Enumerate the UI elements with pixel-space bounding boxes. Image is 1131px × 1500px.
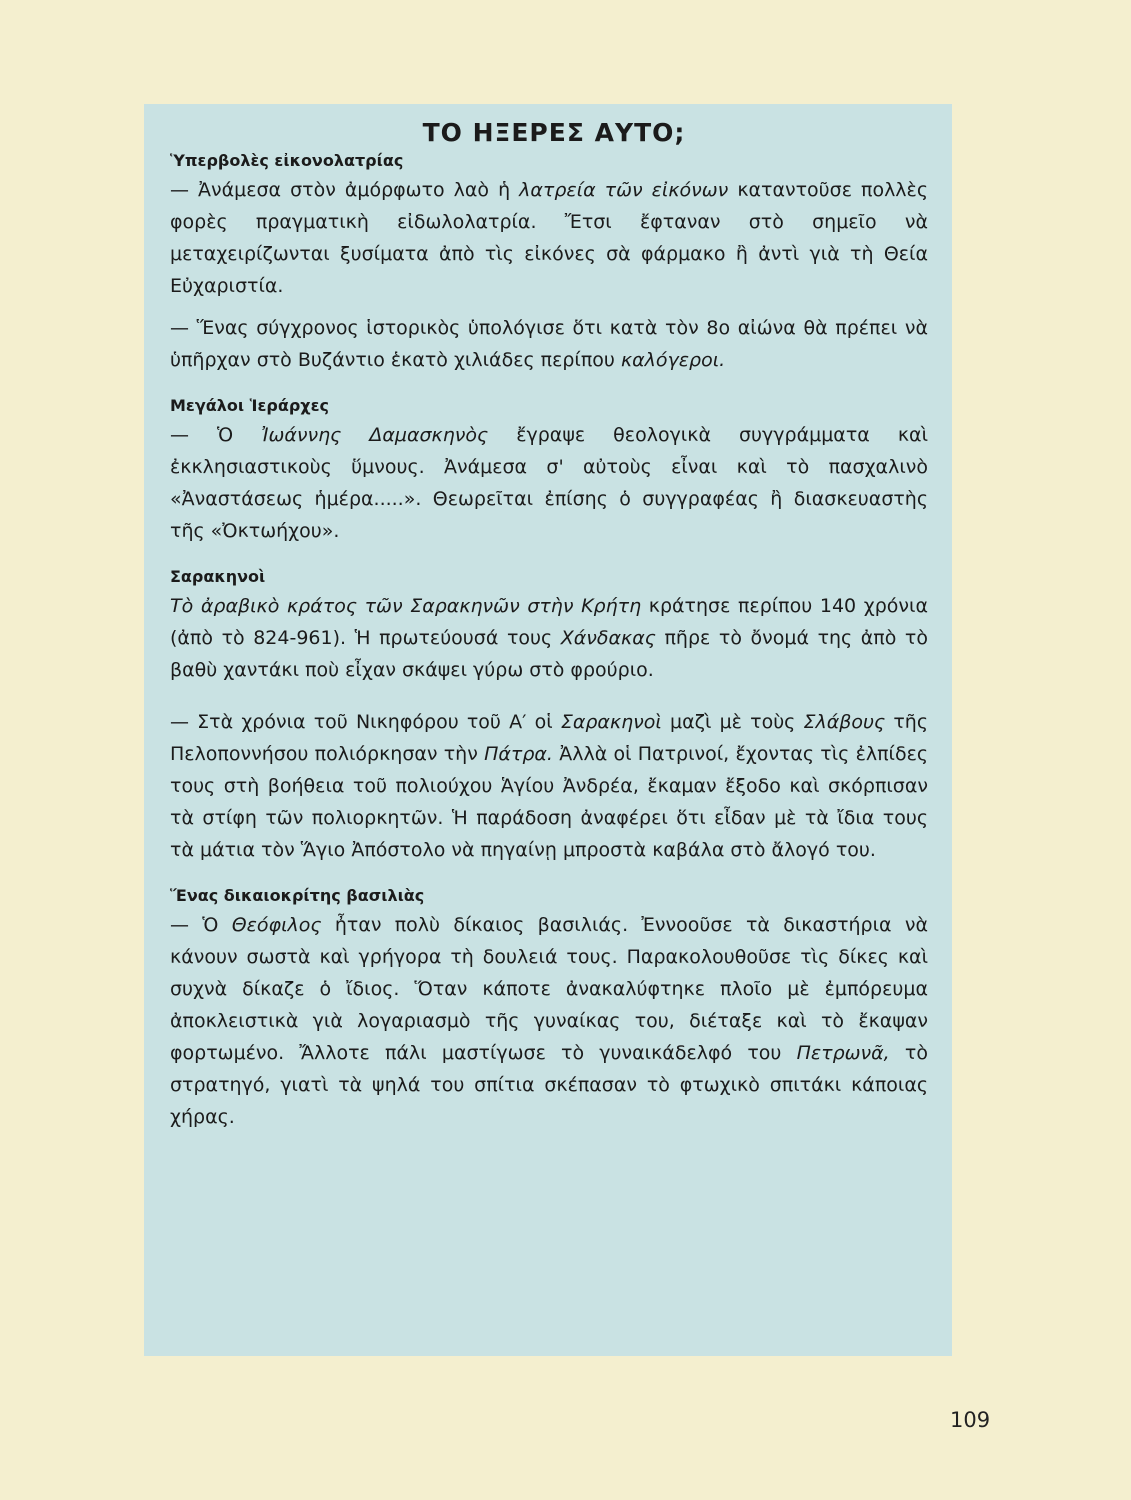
section-heading-hierarchs: Μεγάλοι Ἱεράρχες <box>170 396 329 415</box>
info-box <box>144 104 952 1356</box>
page-number: 109 <box>950 1408 991 1432</box>
box-title: ΤΟ ΗΞΕΡΕΣ ΑΥΤΟ; <box>422 118 686 147</box>
section-heading-saracens: Σαρακηνοὶ <box>170 567 266 586</box>
paragraph: — Ἀνάμεσα στὸν ἀμόρφωτο λαὸ ἡ λατρεία τῶν εἰκόνων καταντοῦσε πολλὲς φορὲς πραγματικὴ εἰδωλολατρία. Ἔτσι ἔφταναν στὸ σημεῖο νὰ μεταχειρίζωνται ξυσίματα ἀπὸ τὶς εἰκόνες σὰ φάρμακο ἢ ἀντὶ γιὰ τὴ Θεία Εὐχαριστία. <box>170 179 928 297</box>
paragraph: — Ὁ Ἰωάννης Δαμασκηνὸς ἔγραψε θεολογικὰ συγγράμματα καὶ ἐκκλησιαστικοὺς ὕμνους. Ἀνάμεσα σ' αὐτοὺς εἶναι καὶ τὸ πασχαλινὸ «Ἀναστάσεως ἡμέρα.....». Θεωρεῖται ἐπίσης ὁ συγγραφέας ἢ διασκευαστὴς τῆς «Ὀκτωήχου». <box>170 424 928 542</box>
section-heading-just-king: Ἕνας δικαιοκρίτης βασιλιὰς <box>170 886 425 905</box>
paragraph: Τὸ ἀραβικὸ κράτος τῶν Σαρακηνῶν στὴν Κρήτη κράτησε περίπου 140 χρόνια (ἀπὸ τὸ 824-961). Ἡ πρωτεύουσά τους Χάνδακας πῆρε τὸ ὄνομά της ἀπὸ τὸ βαθὺ χαντάκι ποὺ εἶχαν σκάψει γύρω στὸ φρούριο. <box>170 595 928 681</box>
paragraph: — Στὰ χρόνια τοῦ Νικηφόρου τοῦ Α′ οἱ Σαρακηνοὶ μαζὶ μὲ τοὺς Σλάβους τῆς Πελοποννήσου πολιόρκησαν τὴν Πάτρα. Ἀλλὰ οἱ Πατρινοί, ἔχοντας τὶς ἐλπίδες τους στὴ βοήθεια τοῦ πολιούχου Ἁγίου Ἀνδρέα, ἔκαμαν ἔξοδο καὶ σκόρπισαν τὰ στίφη τῶν πολιορκητῶν. Ἡ παράδοση ἀναφέρει ὅτι εἶδαν μὲ τὰ ἴδια τους τὰ μάτια τὸν Ἅγιο Ἀπόστολο νὰ πηγαίνῃ μπροστὰ καβάλα στὸ ἄλογό του. <box>170 711 928 861</box>
paragraph: — Ὁ Θεόφιλος ἦταν πολὺ δίκαιος βασιλιάς. Ἐννοοῦσε τὰ δικαστήρια νὰ κάνουν σωστὰ καὶ γρήγορα τὴ δουλειά τους. Παρακολουθοῦσε τὶς δίκες καὶ συχνὰ δίκαζε ὁ ἴδιος. Ὅταν κάποτε ἀνακαλύφτηκε πλοῖο μὲ ἐμπόρευμα ἀποκλειστικὰ γιὰ λογαριασμὸ τῆς γυναίκας του, διέταξε καὶ τὸ ἔκαψαν φορτωμένο. Ἄλλοτε πάλι μαστίγωσε τὸ γυναικάδελφό του Πετρωνᾶ, τὸ στρατηγό, γιατὶ τὰ ψηλά του σπίτια σκέπασαν τὸ φτωχικὸ σπιτάκι κάποιας χήρας. <box>170 914 928 1128</box>
section-heading-iconolatry: Ὑπερβολὲς εἰκονολατρίας <box>170 151 404 170</box>
paragraph: — Ἕνας σύγχρονος ἱστορικὸς ὑπολόγισε ὅτι κατὰ τὸν 8ο αἰώνα θὰ πρέπει νὰ ὑπῆρχαν στὸ Βυζάντιο ἑκατὸ χιλιάδες περίπου καλόγεροι. <box>170 317 928 371</box>
